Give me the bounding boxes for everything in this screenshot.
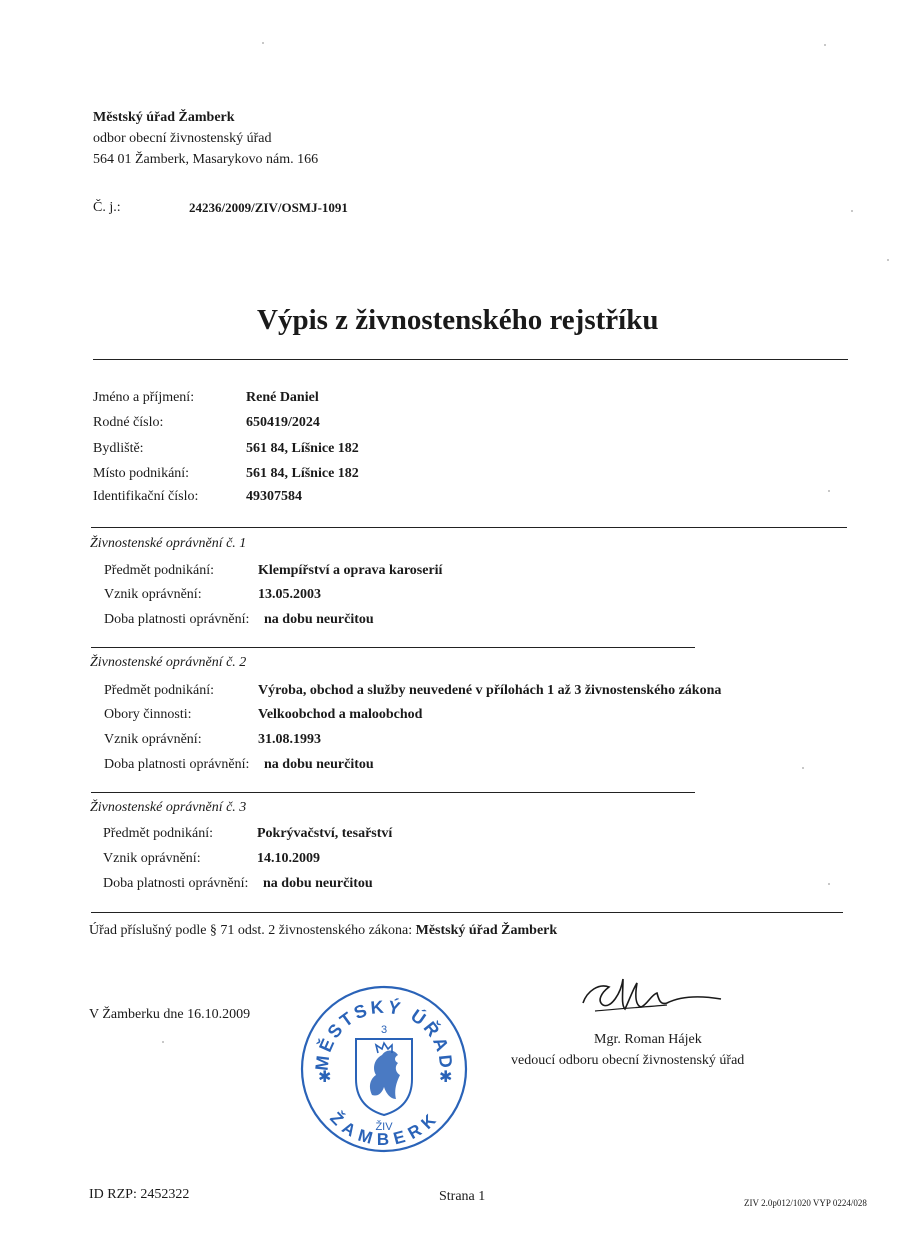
license-2-heading: Živnostenské oprávnění č. 2 <box>90 655 247 670</box>
stamp-abbr: ŽIV <box>375 1121 393 1133</box>
scan-speck <box>262 42 264 44</box>
subject-value: Pokrývačství, tesařství <box>257 826 393 841</box>
authority-value: Městský úřad Žamberk <box>415 923 558 938</box>
origin-value: 31.08.1993 <box>258 732 321 747</box>
stamp-asterisk-icon: ✱ <box>439 1069 453 1086</box>
divider <box>91 792 695 793</box>
place-date: V Žamberku dne 16.10.2009 <box>89 1007 251 1022</box>
origin-value: 14.10.2009 <box>257 851 320 866</box>
subject-value: Výroba, obchod a služby neuvedené v přílohách 1 až 3 živnostenského zákona <box>258 683 722 698</box>
subject-value: Klempířství a oprava karoserií <box>258 563 443 578</box>
page-title: Výpis z živnostenského rejstříku <box>257 304 659 336</box>
fields-value: Velkoobchod a maloobchod <box>258 707 423 722</box>
license-3-heading: Živnostenské oprávnění č. 3 <box>90 800 247 815</box>
birth-number-value: 650419/2024 <box>246 415 320 430</box>
signature-scribble <box>575 965 725 1025</box>
page-number: Strana 1 <box>439 1189 486 1204</box>
divider <box>91 912 843 913</box>
validity-value: na dobu neurčitou <box>263 876 373 891</box>
signatory-name: Mgr. Roman Hájek <box>594 1032 702 1047</box>
validity-label: Doba platnosti oprávnění: <box>104 757 250 772</box>
name-value: René Daniel <box>246 390 319 405</box>
competent-authority <box>89 923 557 939</box>
reference-number: 24236/2009/ZIV/OSMJ-1091 <box>189 200 348 215</box>
stamp-top-text: MĚSTSKÝ ÚŘAD <box>311 996 457 1072</box>
scan-speck <box>828 883 830 885</box>
origin-value: 13.05.2003 <box>258 587 321 602</box>
origin-label: Vznik oprávnění: <box>104 732 202 747</box>
office-name: Městský úřad Žamberk <box>93 110 235 125</box>
validity-value: na dobu neurčitou <box>264 757 374 772</box>
validity-value: na dobu neurčitou <box>264 612 374 627</box>
stamp-bottom-text: ŽAMBERK <box>326 1108 442 1150</box>
business-place-label: Místo podnikání: <box>93 466 190 481</box>
scan-speck <box>828 490 830 492</box>
office-department: odbor obecní živnostenský úřad <box>93 131 272 146</box>
origin-label: Vznik oprávnění: <box>104 587 202 602</box>
authority-label: Úřad příslušný podle § 71 odst. 2 živnostenského zákona: <box>89 923 413 938</box>
id-number-value: 49307584 <box>246 489 302 504</box>
divider <box>93 359 848 360</box>
scan-speck <box>851 210 853 212</box>
residence-label: Bydliště: <box>93 441 144 456</box>
scan-speck <box>162 1041 164 1043</box>
subject-label: Předmět podnikání: <box>104 563 215 578</box>
signatory-role: vedoucí odboru obecní živnostenský úřad <box>511 1053 745 1068</box>
id-number-label: Identifikační číslo: <box>93 489 199 504</box>
divider <box>91 527 847 528</box>
license-1-heading: Živnostenské oprávnění č. 1 <box>90 536 247 551</box>
divider <box>91 647 695 648</box>
name-label: Jméno a příjmení: <box>93 390 195 405</box>
scan-speck <box>824 44 826 46</box>
scan-speck <box>887 259 889 261</box>
business-place-value: 561 84, Líšnice 182 <box>246 466 359 481</box>
office-address: 564 01 Žamberk, Masarykovo nám. 166 <box>93 152 319 167</box>
subject-label: Předmět podnikání: <box>104 683 215 698</box>
birth-number-label: Rodné číslo: <box>93 415 164 430</box>
residence-value: 561 84, Líšnice 182 <box>246 441 359 456</box>
stamp-number: 3 <box>380 1024 388 1036</box>
origin-label: Vznik oprávnění: <box>103 851 201 866</box>
stamp-asterisk-icon: ✱ <box>318 1069 332 1086</box>
subject-label: Předmět podnikání: <box>103 826 214 841</box>
official-stamp <box>298 983 470 1155</box>
coat-of-arms-icon <box>356 1039 412 1115</box>
fields-label: Obory činnosti: <box>104 707 192 722</box>
validity-label: Doba platnosti oprávnění: <box>103 876 249 891</box>
validity-label: Doba platnosti oprávnění: <box>104 612 250 627</box>
scan-speck <box>802 767 804 769</box>
office-header <box>93 107 318 170</box>
reference-label: Č. j.: <box>93 200 121 215</box>
form-code: ZIV 2.0p012/1020 VYP 0224/028 <box>744 1198 867 1208</box>
rzp-id: ID RZP: 2452322 <box>89 1187 190 1202</box>
